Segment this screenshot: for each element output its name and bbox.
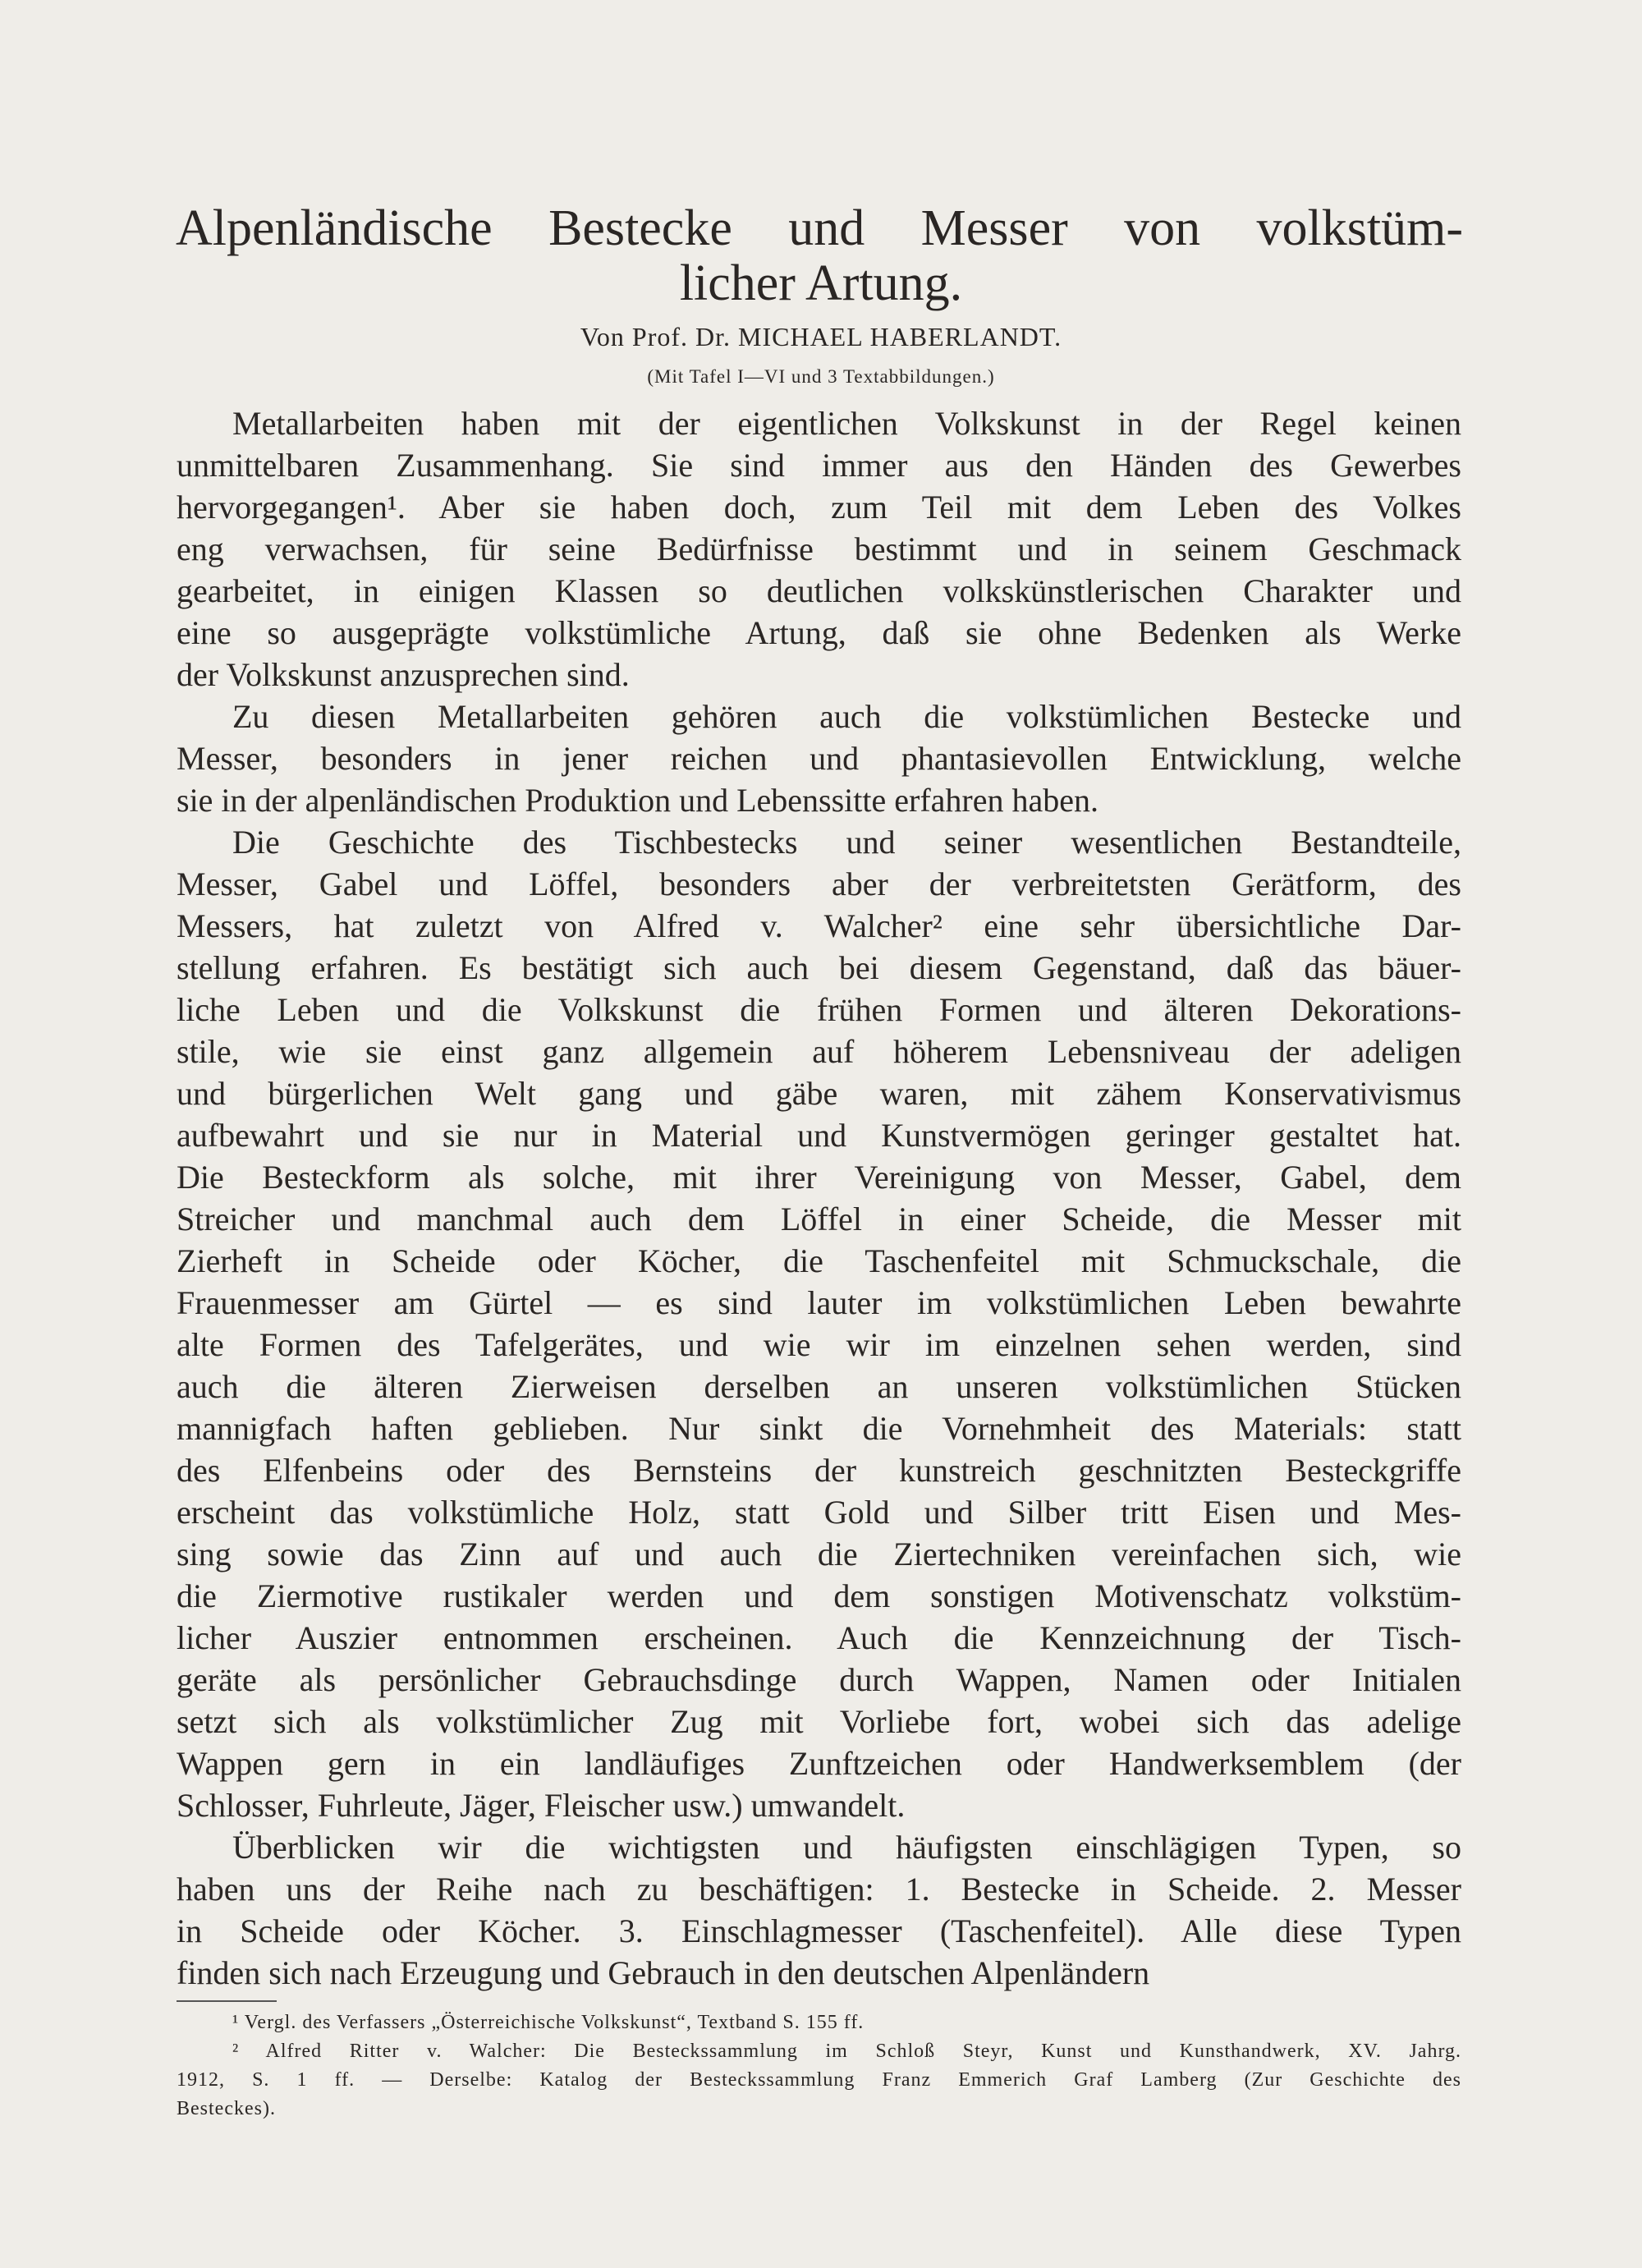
text-line: der Volkskunst anzusprechen sind.	[177, 656, 630, 693]
text-line: Schlosser, Fuhrleute, Jäger, Fleischer usw.) umwandelt.	[177, 1787, 906, 1824]
text-line: sing sowie das Zinn auf und auch die Ziertechniken vereinfachen sich, wie	[177, 1536, 1461, 1572]
text-line: in Scheide oder Köcher. 3. Einschlagmesser (Taschenfeitel). Alle diese Typen	[177, 1912, 1461, 1949]
text-line: Messers, hat zuletzt von Alfred v. Walcher² eine sehr übersichtliche Dar-	[177, 907, 1461, 944]
text-line: Überblicken wir die wichtigsten und häufigsten einschlägigen Typen, so	[232, 1829, 1461, 1866]
footnotes	[177, 2009, 1461, 2123]
text-line: eng verwachsen, für seine Bedürfnisse bestimmt und in seinem Geschmack	[177, 530, 1461, 567]
footnote-line: Besteckes).	[177, 2098, 276, 2119]
text-line: Die Geschichte des Tischbestecks und seiner wesentlichen Bestandteile,	[232, 824, 1461, 861]
paragraph	[177, 696, 1461, 821]
text-line: die Ziermotive rustikaler werden und dem sonstigen Motivenschatz volkstüm-	[177, 1577, 1461, 1614]
text-line: erscheint das volkstümliche Holz, statt Gold und Silber tritt Eisen und Mes-	[177, 1494, 1461, 1531]
text-line: gearbeitet, in einigen Klassen so deutlichen volkskünstlerischen Charakter und	[177, 572, 1461, 609]
footnote-line: 1912, S. 1 ff. — Derselbe: Katalog der Besteckssammlung Franz Emmerich Graf Lamberg (Zur Geschichte des	[177, 2069, 1461, 2091]
text-line: Zierheft in Scheide oder Köcher, die Taschenfeitel mit Schmuckschale, die	[177, 1242, 1461, 1279]
text-line: alte Formen des Tafelgerätes, und wie wir im einzelnen sehen werden, sind	[177, 1326, 1461, 1363]
text-line: geräte als persönlicher Gebrauchsdinge durch Wappen, Namen oder Initialen	[177, 1661, 1461, 1698]
footnote-line: ¹ Vergl. des Verfassers „Österreichische Volkskunst“, Textband S. 155 ff.	[232, 2012, 865, 2033]
text-line: Streicher und manchmal auch dem Löffel in einer Scheide, die Messer mit	[177, 1201, 1461, 1237]
text-line: Messer, Gabel und Löffel, besonders aber der verbreitetsten Gerätform, des	[177, 865, 1461, 902]
text-line: und bürgerlichen Welt gang und gäbe waren, mit zähem Konservativismus	[177, 1075, 1461, 1112]
article-body	[177, 402, 1461, 1994]
text-line: stellung erfahren. Es bestätigt sich auch bei diesem Gegenstand, daß das bäuer-	[177, 949, 1461, 986]
author-byline: Von Prof. Dr. MICHAEL HABERLANDT.	[580, 322, 1062, 351]
text-line: finden sich nach Erzeugung und Gebrauch in den deutschen Alpenländern	[177, 1954, 1150, 1991]
text-line: des Elfenbeins oder des Bernsteins der kunstreich geschnitzten Besteckgriffe	[177, 1452, 1461, 1489]
article-title-line-2: licher Artung.	[679, 255, 963, 311]
footnote	[177, 2009, 1461, 2037]
article-title-line-1: Alpenländische Bestecke und Messer von volkstüm-	[176, 200, 1463, 256]
text-line: Die Besteckform als solche, mit ihrer Vereinigung von Messer, Gabel, dem	[177, 1159, 1461, 1196]
text-line: aufbewahrt und sie nur in Material und Kunstvermögen geringer gestaltet hat.	[177, 1117, 1461, 1154]
paragraph	[177, 1826, 1461, 1994]
text-line: setzt sich als volkstümlicher Zug mit Vorliebe fort, wobei sich das adelige	[177, 1703, 1461, 1740]
text-line: stile, wie sie einst ganz allgemein auf höherem Lebensniveau der adeligen	[177, 1033, 1461, 1070]
footnote-line: ² Alfred Ritter v. Walcher: Die Besteckssammlung im Schloß Steyr, Kunst und Kunsthandwerk, XV. Jahrg.	[232, 2041, 1461, 2062]
text-line: auch die älteren Zierweisen derselben an unseren volkstümlichen Stücken	[177, 1368, 1461, 1405]
paragraph	[177, 821, 1461, 1826]
text-line: Wappen gern in ein landläufiges Zunftzeichen oder Handwerksemblem (der	[177, 1745, 1461, 1782]
text-line: haben uns der Reihe nach zu beschäftigen: 1. Bestecke in Scheide. 2. Messer	[177, 1871, 1461, 1908]
plates-note: (Mit Tafel I—VI und 3 Textabbildungen.)	[647, 366, 995, 387]
text-line: eine so ausgeprägte volkstümliche Artung, daß sie ohne Bedenken als Werke	[177, 614, 1461, 651]
text-line: mannigfach haften geblieben. Nur sinkt die Vornehmheit des Materials: statt	[177, 1410, 1461, 1447]
text-line: Frauenmesser am Gürtel — es sind lauter im volkstümlichen Leben bewahrte	[177, 1284, 1461, 1321]
text-line: hervorgegangen¹. Aber sie haben doch, zum Teil mit dem Leben des Volkes	[177, 489, 1461, 526]
footnote	[177, 2037, 1461, 2123]
paragraph	[177, 402, 1461, 696]
text-line: Messer, besonders in jener reichen und phantasievollen Entwicklung, welche	[177, 740, 1461, 777]
text-line: unmittelbaren Zusammenhang. Sie sind immer aus den Händen des Gewerbes	[177, 447, 1461, 484]
text-line: sie in der alpenländischen Produktion und Lebenssitte erfahren haben.	[177, 782, 1098, 819]
text-line: Zu diesen Metallarbeiten gehören auch die volkstümlichen Bestecke und	[232, 698, 1461, 735]
text-line: Metallarbeiten haben mit der eigentlichen Volkskunst in der Regel keinen	[232, 405, 1461, 442]
footnote-divider	[177, 2000, 277, 2002]
text-line: liche Leben und die Volkskunst die frühen Formen und älteren Dekorations-	[177, 991, 1461, 1028]
text-line: licher Auszier entnommen erscheinen. Auch die Kennzeichnung der Tisch-	[177, 1619, 1461, 1656]
